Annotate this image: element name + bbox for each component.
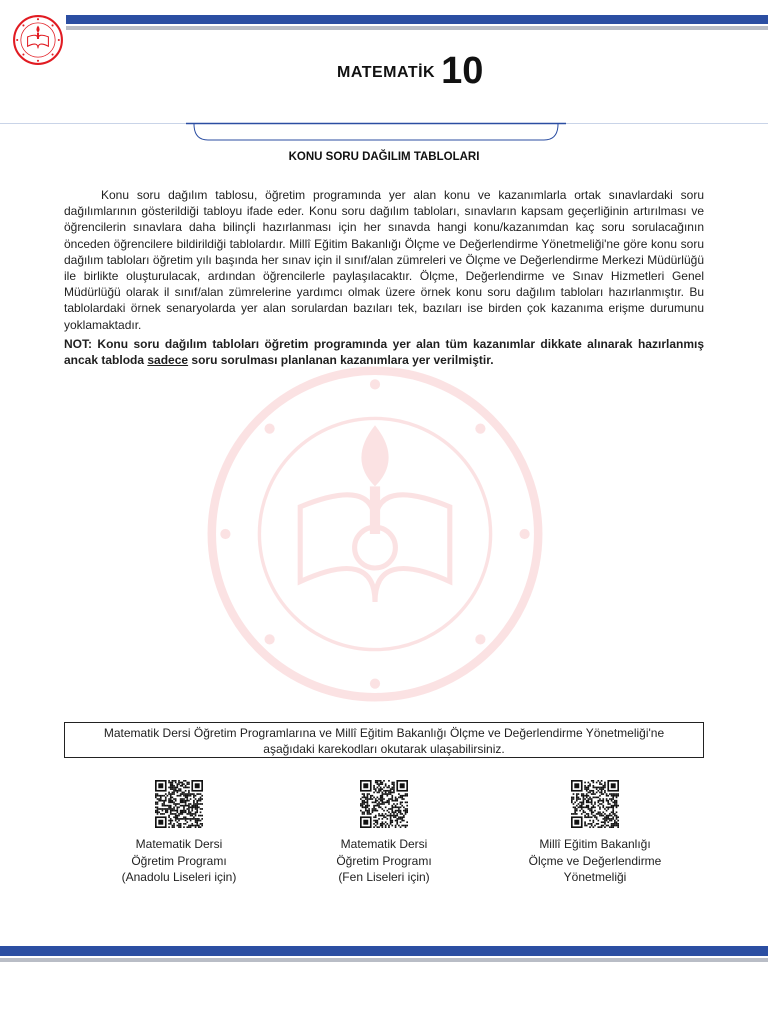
note-underlined-word: sadece [147, 353, 189, 368]
info-line-2: aşağıdaki karekodları okutarak ulaşabilirsiniz. [263, 742, 505, 756]
qr-block-anadolu[interactable] [84, 780, 274, 886]
heading-bracket [186, 122, 566, 144]
qr-caption: Matematik Dersi Öğretim Programı (Anadolu Liseleri için) [121, 837, 237, 884]
subject-title: MATEMATİK [337, 64, 436, 81]
qr-caption: Millî Eğitim Bakanlığı Ölçme ve Değerlendirme Yönetmeliği [528, 837, 662, 884]
bottom-gray-band [0, 958, 768, 962]
qr-block-fen[interactable] [289, 780, 479, 886]
note-paragraph [64, 336, 704, 368]
page-title [337, 46, 483, 90]
watermark-seal-icon [205, 364, 545, 704]
note-text-start: NOT: Konu soru dağılım tabloları öğretim programında yer alan tüm kazanımlar dikkate alınarak hazırlanmış ancak tabloda [64, 336, 704, 368]
intro-paragraph: Konu soru dağılım tablosu, öğretim programında yer alan konu ve kazanımlarla ortak sınavlardaki soru dağılımlarının gösterildiği tabloyu ifade eder. Konu soru dağılım tabloları, sınavların kapsam geçerliğinin artırılması ve öğrencilerin sınavlara daha bilinçli hazırlanması için her sınavda hangi konu/kazanımdan kaç soru sorulacağının önceden öğrencilere bildirildiği tablolardır. Millî Eğitim Bakanlığı Ölçme ve Değerlendirme Yönetmeliği'ne göre konu soru dağılım tabloları öğretim yılı başında her sınav için il sınıf/alan zümreleri ve Ölçme ve Değerlendirme Merkezi Müdürlüğü ile birlikte oluşturulacak, ardından öğrencilerle paylaşılacaktır. Ölçme, Değerlendirme ve Sınav Hizmetleri Genel Müdürlüğü olarak il sınıf/alan zümrelerine yardımcı olmak üzere örnek konu soru dağılım tabloları hazırlanmıştır. Bu tablolardaki örnek senaryolarda yer alan sorulardan bazıları tek, bazıları ise birden çok kazanıma erişme durumunu yoklamaktadır. [64, 188, 704, 332]
info-line-1: Matematik Dersi Öğretim Programlarına ve Millî Eğitim Bakanlığı Ölçme ve Değerlendirme Yönetmeliği'ne [103, 726, 665, 740]
meb-seal-icon [12, 14, 64, 66]
top-blue-band [66, 15, 768, 24]
top-gray-band [66, 26, 768, 30]
qr-code-icon[interactable] [571, 780, 619, 828]
note-text-end: soru sorulması planlanan kazanımlara yer verilmiştir. [188, 353, 494, 368]
section-heading: KONU SORU DAĞILIM TABLOLARI [288, 151, 480, 163]
qr-block-yonetmelik[interactable] [500, 780, 690, 886]
body-text [64, 187, 704, 368]
qr-code-icon[interactable] [155, 780, 203, 828]
grade-number: 10 [441, 50, 484, 92]
qr-caption: Matematik Dersi Öğretim Programı (Fen Liseleri için) [336, 837, 432, 884]
bottom-blue-band [0, 946, 768, 956]
qr-code-icon[interactable] [360, 780, 408, 828]
qr-info-box [64, 722, 704, 758]
